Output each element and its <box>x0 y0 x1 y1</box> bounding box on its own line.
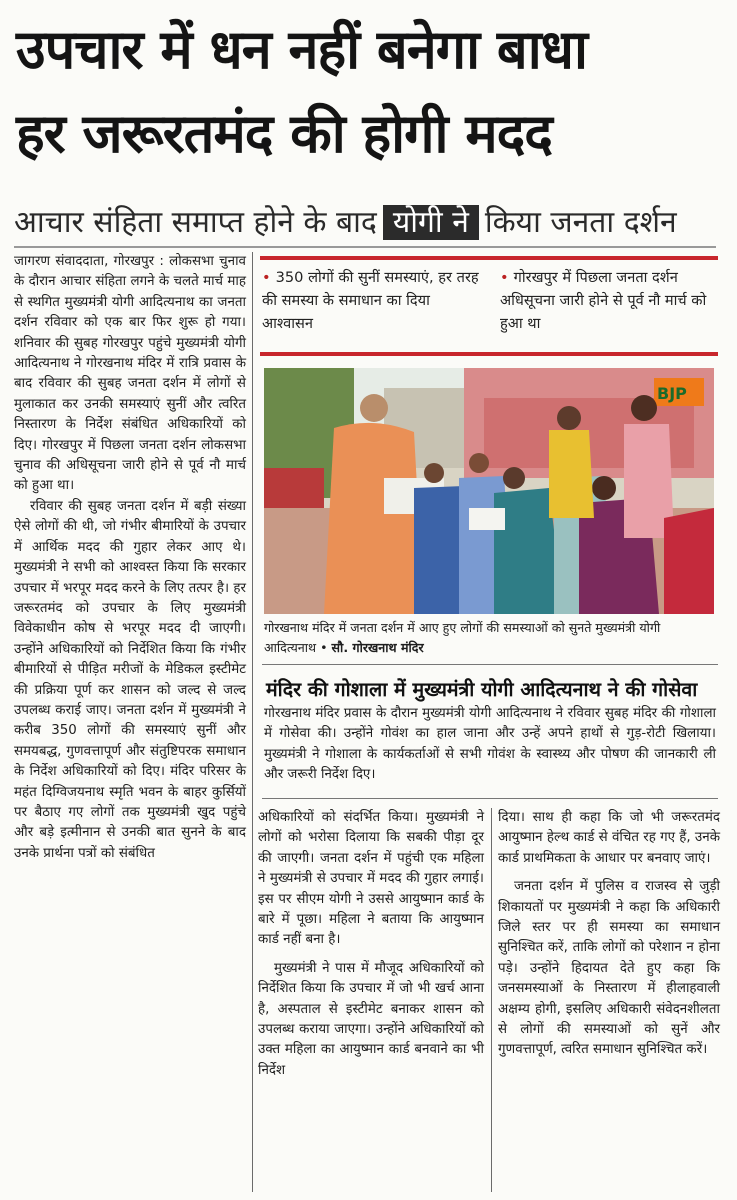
news-photo <box>264 368 714 614</box>
highlight-top-rule <box>260 256 718 260</box>
headline-line-2: हर जरूरतमंद की होगी मदद <box>16 102 552 165</box>
story2-title: मंदिर की गोशाला में मुख्यमंत्री योगी आदित्यनाथ ने की गोसेवा <box>266 678 698 701</box>
highlight-right <box>500 266 714 335</box>
article-column-3 <box>498 808 720 1061</box>
headline-line-1: उपचार में धन नहीं बनेगा बाधा <box>16 18 587 81</box>
story2-paragraph: गोरखनाथ मंदिर प्रवास के दौरान मुख्यमंत्री योगी आदित्यनाथ ने रविवार सुबह मंदिर की गोशाला में गोसेवा की। उन्होंने गोवंश का हाल जाना और उन्हें अपने हाथों से गुड़-रोटी खिलाया। मुख्यमंत्री ने गोशाला के कार्यकर्ताओं से सभी गोवंश के स्वास्थ्य और पोषण की जानकारी ली और जरूरी निर्देश दिए। <box>264 706 716 783</box>
photo-caption <box>264 618 716 658</box>
subheadline <box>14 200 716 246</box>
article-paragraph: रविवार की सुबह जनता दर्शन में बड़ी संख्या ऐसे लोगों की थी, जो गंभीर बीमारियों के उपचार में आर्थिक मदद की गुहार लेकर आए थे। मुख्यमंत्री ने सभी को आश्वस्त किया कि सरकार उपचार में भरपूर मदद करने के लिए तत्पर है। हर जरूरतमंद को उपचार के लिए मुख्यमंत्री विवेकाधीन कोष से भरपूर मदद दी जाएगी। उन्होंने अधिकारियों को निर्देशित किया कि गंभीर बीमारियों से पीड़ित मरीजों के मेडिकल इस्टीमेट की प्रक्रिया पूर्ण कर शासन को जल्द से जल्द उपलब्ध कराई जाए। जनता दर्शन में मुख्यमंत्री ने करीब 350 लोगों की समस्याएं सुनीं और समयबद्ध, गुणवत्तापूर्ण और संतुष्टिपरक समाधान के निर्देश अधिकारियों को दिए। मंदिर परिसर के महंत दिग्विजयनाथ स्मृति भवन के बाहर कुर्सियों पर बैठाए गए लोगों तक मुख्यमंत्री खुद पहुंचे और बड़े इत्मीनान से उनकी बात सुनने के बाद उनके प्रार्थना पत्रों को संबंधित <box>14 498 246 861</box>
story2-body <box>264 704 716 786</box>
highlight-left-text: 350 लोगों की सुनीं समस्याएं, हर तरह की समस्या के समाधान का दिया आश्वासन <box>262 269 479 332</box>
highlight-right-text: गोरखपुर में पिछला जनता दर्शन अधिसूचना जारी होने से पूर्व नौ मार्च को हुआ था <box>500 269 707 332</box>
banner-text: BJP <box>657 384 687 403</box>
subheadline-highlight: योगी ने <box>383 205 479 240</box>
subheadline-after: किया जनता दर्शन <box>484 205 677 240</box>
subheadline-underline <box>14 246 716 248</box>
subheadline-before: आचार संहिता समाप्त होने के बाद <box>14 205 377 240</box>
article-paragraph: जनता दर्शन में पुलिस व राजस्व से जुड़ी शिकायतों पर मुख्यमंत्री ने कहा कि अधिकारी जिले स्तर पर ही समस्या का समाधान सुनिश्चित करें, ताकि लोगों को परेशान न होना पड़े। उन्होंने हिदायत देते हुए कहा कि जनसमस्याओं के निस्तारण में हीलाहवाली अक्षम्य होगी, इसलिए अधिकारी संवेदनशीलता से लोगों की समस्याओं को सुनें और गुणवत्तापूर्ण, त्वरित समाधान सुनिश्चित करें। <box>498 879 720 1058</box>
article-paragraph: दिया। साथ ही कहा कि जो भी जरूरतमंद आयुष्मान हेल्थ कार्ड से वंचित रह गए हैं, उनके कार्ड प्राथमिकता के आधार पर बनवाए जाएं। <box>498 810 720 866</box>
article-paragraph: अधिकारियों को संदर्भित किया। मुख्यमंत्री ने लोगों को भरोसा दिलाया कि सबकी पीड़ा दूर की जाएगी। जनता दर्शन में पहुंची एक महिला ने मुख्यमंत्री से उपचार में मदद की गुहार लगाई। इस पर सीएम योगी ने उससे आयुष्मान कार्ड के बारे में पूछा। महिला ने बताया कि आयुष्मान कार्ड नहीं बना है। <box>258 810 484 948</box>
bullet-icon: • <box>262 269 271 286</box>
photo-caption-text: गोरखनाथ मंदिर में जनता दर्शन में आए हुए लोगों की समस्याओं को सुनते मुख्यमंत्री योगी आदित्यनाथ <box>264 620 661 655</box>
photo-credit-separator: • <box>320 640 328 655</box>
article-paragraph: मुख्यमंत्री ने पास में मौजूद अधिकारियों को निर्देशित किया कि उपचार में जो भी खर्च आना है, अस्पताल से इस्टीमेट बनाकर शासन को उपलब्ध कराया जाएगा। उन्होंने अधिकारियों को उक्त महिला का आयुष्मान कार्ड बनवाने का भी निर्देश <box>258 960 484 1078</box>
bullet-icon: • <box>500 269 509 286</box>
photo-illustration <box>264 368 714 614</box>
article-column-1 <box>14 252 246 864</box>
article-paragraph: जागरण संवाददाता, गोरखपुर : लोकसभा चुनाव के दौरान आचार संहिता लगने के चलते मार्च माह से स्थगित मुख्यमंत्री योगी आदित्यनाथ का जनता दर्शन रविवार को एक बार फिर शुरू हो गया। शनिवार की सुबह गोरखपुर पहुंचे मुख्यमंत्री योगी आदित्यनाथ ने गोरखनाथ मंदिर में रात्रि प्रवास के बाद रविवार की सुबह जनता दर्शन में लोगों से मुलाकात कर उनकी समस्याएं सुनीं और त्वरित निस्तारण के निर्देश संबंधित अधिकारियों को दिए। गोरखपुर में पिछला जनता दर्शन लोकसभा चुनाव की अधिसूचना जारी होने से पूर्व नौ मार्च को हुआ था। <box>14 254 246 494</box>
caption-rule <box>262 664 718 665</box>
column-divider <box>491 808 492 1192</box>
highlight-left <box>262 266 484 335</box>
highlight-bottom-rule <box>260 352 718 356</box>
article-column-2 <box>258 808 484 1081</box>
story2-rule <box>262 798 718 799</box>
photo-credit: सौ. गोरखनाथ मंदिर <box>331 640 424 655</box>
column-divider <box>252 252 253 1192</box>
